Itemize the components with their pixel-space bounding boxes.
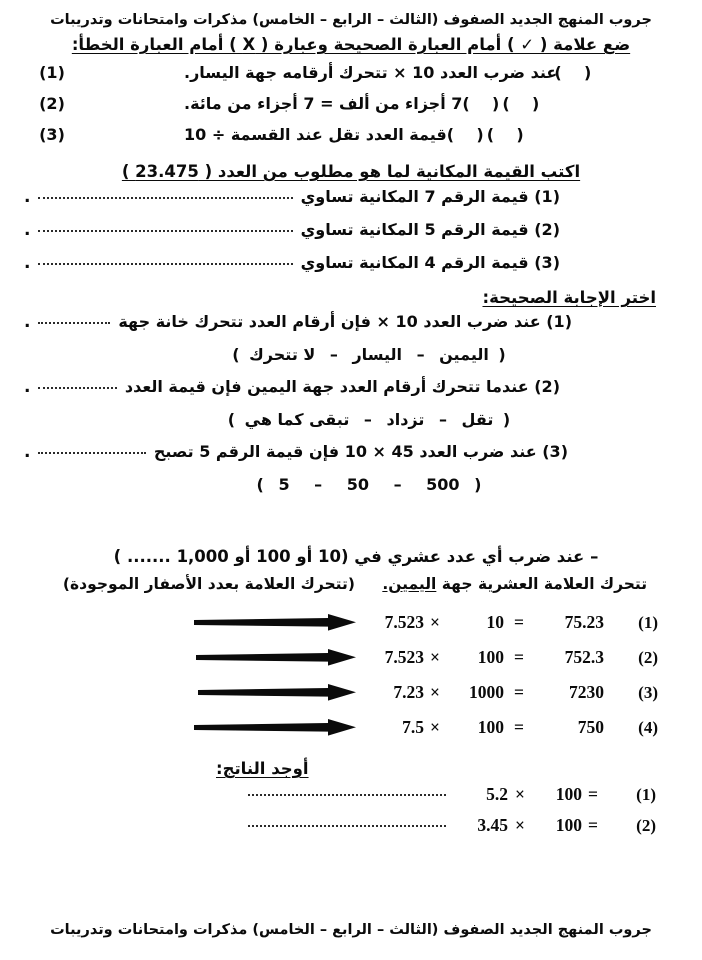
find-result-num-2: (2) — [636, 816, 656, 835]
option-separator: – — [393, 475, 402, 494]
mcq-text-2: عندما تتحرك أرقام العدد جهة اليمين فإن قيمة العدد — [124, 377, 529, 396]
place-value-label-3 — [301, 253, 560, 272]
equals-sign: = — [588, 815, 598, 835]
example-result-3: 7230 — [569, 682, 604, 702]
true-false-text-3: قيمة العدد تقل عند القسمة ÷ 10 — [184, 125, 447, 144]
line-end-dot: . — [24, 442, 31, 462]
find-result-heading: أوجد الناتج: — [216, 759, 309, 778]
multiple-choice-row — [24, 442, 678, 475]
place-value-text-1: قيمة الرقم 7 المكانية تساوي — [300, 187, 529, 206]
mcq-answer-blank-1[interactable] — [38, 322, 110, 324]
example-operand-b-1: 10 — [486, 612, 504, 632]
true-false-list — [24, 63, 678, 156]
mcq-label-2 — [125, 377, 560, 396]
decimal-rule-block — [24, 547, 678, 593]
place-value-label-1 — [301, 187, 560, 206]
place-value-num-3: (3) — [534, 253, 560, 272]
place-value-label-2 — [301, 220, 560, 239]
answer-blank-1[interactable] — [38, 197, 292, 199]
place-value-text-2: قيمة الرقم 5 المكانية تساوي — [300, 220, 529, 239]
place-value-list — [24, 187, 678, 286]
mcq-label-3 — [154, 442, 568, 461]
mcq-option-1-b[interactable]: اليسار — [352, 345, 402, 364]
line-end-dot: . — [24, 312, 31, 332]
multiply-sign: × — [515, 784, 525, 804]
find-result-operand-b-2: 100 — [555, 815, 582, 835]
decimal-rule-line-2 — [24, 575, 678, 593]
option-separator: – — [314, 475, 323, 494]
place-value-heading: اكتب القيمة المكانية لما هو مطلوب من العدد ( 23.475 ) — [121, 162, 581, 181]
example-result-4: 750 — [577, 717, 604, 737]
mcq-option-2-b[interactable]: تزداد — [386, 410, 425, 429]
find-result-expression-2 — [446, 815, 604, 836]
multiple-choice-heading: اختر الإجابة الصحيحة: — [482, 288, 656, 307]
answer-blank-3[interactable] — [38, 263, 292, 265]
decimal-rule-main: تتحرك العلامة العشرية جهة — [441, 575, 648, 593]
true-false-row — [24, 125, 678, 156]
mcq-option-3-a[interactable]: 500 — [426, 475, 460, 494]
mcq-option-3-c[interactable]: 5 — [278, 475, 290, 494]
arrow-cell-1 — [120, 614, 370, 631]
mcq-num-3: (3) — [542, 442, 568, 461]
open-paren: ( — [498, 345, 506, 364]
answer-paren-inner-2[interactable]: ( ) — [462, 94, 500, 113]
mcq-options-3 — [24, 475, 678, 507]
multiple-choice-row — [24, 377, 678, 410]
multiple-choice-list — [24, 312, 678, 507]
decimal-rule-note: (تتحرك العلامة بعدد الأصفار الموجودة) — [62, 575, 355, 593]
find-result-expression-1 — [446, 784, 604, 805]
example-row — [24, 675, 678, 710]
find-result-operand-a-2: 3.45 — [477, 815, 508, 835]
mcq-option-2-a[interactable]: تقل — [461, 410, 494, 429]
header-banner: جروب المنهج الجديد الصفوف (الثالث – الرابع – الخامس) مذكرات وامتحانات وتدريبات — [50, 12, 652, 28]
mcq-label-1 — [118, 312, 572, 331]
multiply-sign: × — [430, 647, 440, 667]
equals-sign: = — [514, 612, 524, 632]
answer-blank-2[interactable] — [38, 230, 292, 232]
examples-list — [24, 605, 678, 745]
answer-paren-outer-2[interactable]: ( ) — [502, 94, 540, 113]
option-separator: – — [363, 410, 372, 429]
place-value-num-2: (2) — [534, 220, 560, 239]
true-false-num-2: (2) — [39, 94, 65, 113]
example-operand-a-3: 7.23 — [393, 682, 424, 702]
example-num-2: (2) — [638, 647, 658, 667]
true-false-row — [24, 63, 678, 94]
open-paren: ( — [474, 475, 482, 494]
place-value-num-1: (1) — [534, 187, 560, 206]
equals-sign: = — [514, 717, 524, 737]
example-expression-4 — [370, 717, 604, 738]
true-false-heading: ضع علامة ( ✓ ) أمام العبارة الصحيحة وعبارة ( X ) أمام العبارة الخطأ: — [71, 35, 631, 54]
find-result-num-1: (1) — [636, 785, 656, 804]
find-result-answer-blank-1[interactable] — [248, 794, 446, 796]
arrow-cell-3 — [120, 684, 370, 701]
find-result-row — [24, 784, 678, 815]
multiple-choice-row — [24, 312, 678, 345]
example-operand-b-4: 100 — [477, 717, 504, 737]
arrow-right-icon — [196, 649, 356, 666]
decimal-rule-line-1: – عند ضرب أي عدد عشري في (10 أو 100 أو 1,000 ....... ) — [113, 547, 599, 566]
line-end-dot: . — [24, 187, 31, 207]
example-num-1: (1) — [638, 612, 658, 632]
mcq-answer-blank-3[interactable] — [38, 452, 145, 454]
answer-paren-outer-3[interactable]: ( ) — [486, 125, 524, 144]
mcq-options-2 — [24, 410, 678, 442]
place-value-row — [24, 187, 678, 220]
line-end-dot: . — [24, 377, 31, 397]
example-expression-2 — [370, 647, 604, 668]
find-result-answer-blank-2[interactable] — [248, 825, 446, 827]
place-value-row — [24, 220, 678, 253]
arrow-cell-4 — [120, 719, 370, 736]
true-false-num-1: (1) — [39, 63, 65, 82]
answer-paren-inner-3[interactable]: ( ) — [446, 125, 484, 144]
option-separator: – — [416, 345, 425, 364]
multiply-sign: × — [515, 815, 525, 835]
example-operand-a-1: 7.523 — [384, 612, 424, 632]
mcq-num-2: (2) — [534, 377, 560, 396]
mcq-text-3: عند ضرب العدد 45 × 10 فإن قيمة الرقم 5 تصبح — [153, 442, 537, 461]
equals-sign: = — [514, 647, 524, 667]
mcq-answer-blank-2[interactable] — [38, 387, 116, 389]
arrow-right-icon — [194, 719, 356, 736]
find-result-operand-a-1: 5.2 — [486, 784, 508, 804]
example-expression-1 — [370, 612, 604, 633]
place-value-row — [24, 253, 678, 286]
close-paren: ) — [232, 345, 240, 364]
find-result-row — [24, 815, 678, 846]
mcq-option-1-a[interactable]: اليمين — [439, 345, 489, 364]
option-separator: – — [329, 345, 338, 364]
example-expression-3 — [370, 682, 604, 703]
mcq-num-1: (1) — [546, 312, 572, 331]
true-false-text-1: عند ضرب العدد 10 × تتحرك أرقامه جهة اليسار. — [184, 63, 558, 82]
example-operand-a-4: 7.5 — [402, 717, 424, 737]
example-operand-a-2: 7.523 — [384, 647, 424, 667]
option-separator: – — [438, 410, 447, 429]
find-result-operand-b-1: 100 — [555, 784, 582, 804]
close-paren: ) — [256, 475, 264, 494]
find-result-block — [24, 759, 678, 846]
mcq-text-1: عند ضرب العدد 10 × فإن أرقام العدد تتحرك خانة جهة — [118, 312, 541, 331]
place-value-text-3: قيمة الرقم 4 المكانية تساوي — [300, 253, 529, 272]
decimal-rule-direction: اليمين. — [382, 575, 437, 593]
arrow-cell-2 — [120, 649, 370, 666]
example-num-3: (3) — [638, 682, 658, 702]
example-row — [24, 605, 678, 640]
true-false-num-3: (3) — [39, 125, 65, 144]
open-paren: ( — [502, 410, 511, 429]
line-end-dot: . — [24, 220, 31, 240]
example-result-2: 752.3 — [564, 647, 604, 667]
multiply-sign: × — [430, 717, 440, 737]
mcq-option-3-b[interactable]: 50 — [346, 475, 369, 494]
example-num-4: (4) — [638, 717, 658, 737]
mcq-option-1-c[interactable]: لا تتحرك — [249, 345, 316, 364]
equals-sign: = — [514, 682, 524, 702]
example-row — [24, 710, 678, 745]
arrow-right-icon — [194, 614, 356, 631]
answer-paren-outer-1[interactable]: ( ) — [554, 63, 592, 82]
close-paren: ) — [227, 410, 236, 429]
equals-sign: = — [588, 784, 598, 804]
true-false-row — [24, 94, 678, 125]
example-operand-b-2: 100 — [477, 647, 504, 667]
example-row — [24, 640, 678, 675]
footer-banner: جروب المنهج الجديد الصفوف (الثالث – الرابع – الخامس) مذكرات وامتحانات وتدريبات — [50, 922, 652, 938]
example-operand-b-3: 1000 — [469, 682, 504, 702]
example-result-1: 75.23 — [564, 612, 604, 632]
line-end-dot: . — [24, 253, 31, 273]
arrow-right-icon — [198, 684, 356, 701]
multiply-sign: × — [430, 682, 440, 702]
true-false-text-2: 7 أجزاء من ألف = 7 أجزاء من مائة. — [184, 94, 463, 113]
mcq-options-1 — [24, 345, 678, 377]
mcq-option-2-c[interactable]: تبقى كما هي — [244, 410, 350, 429]
multiply-sign: × — [430, 612, 440, 632]
